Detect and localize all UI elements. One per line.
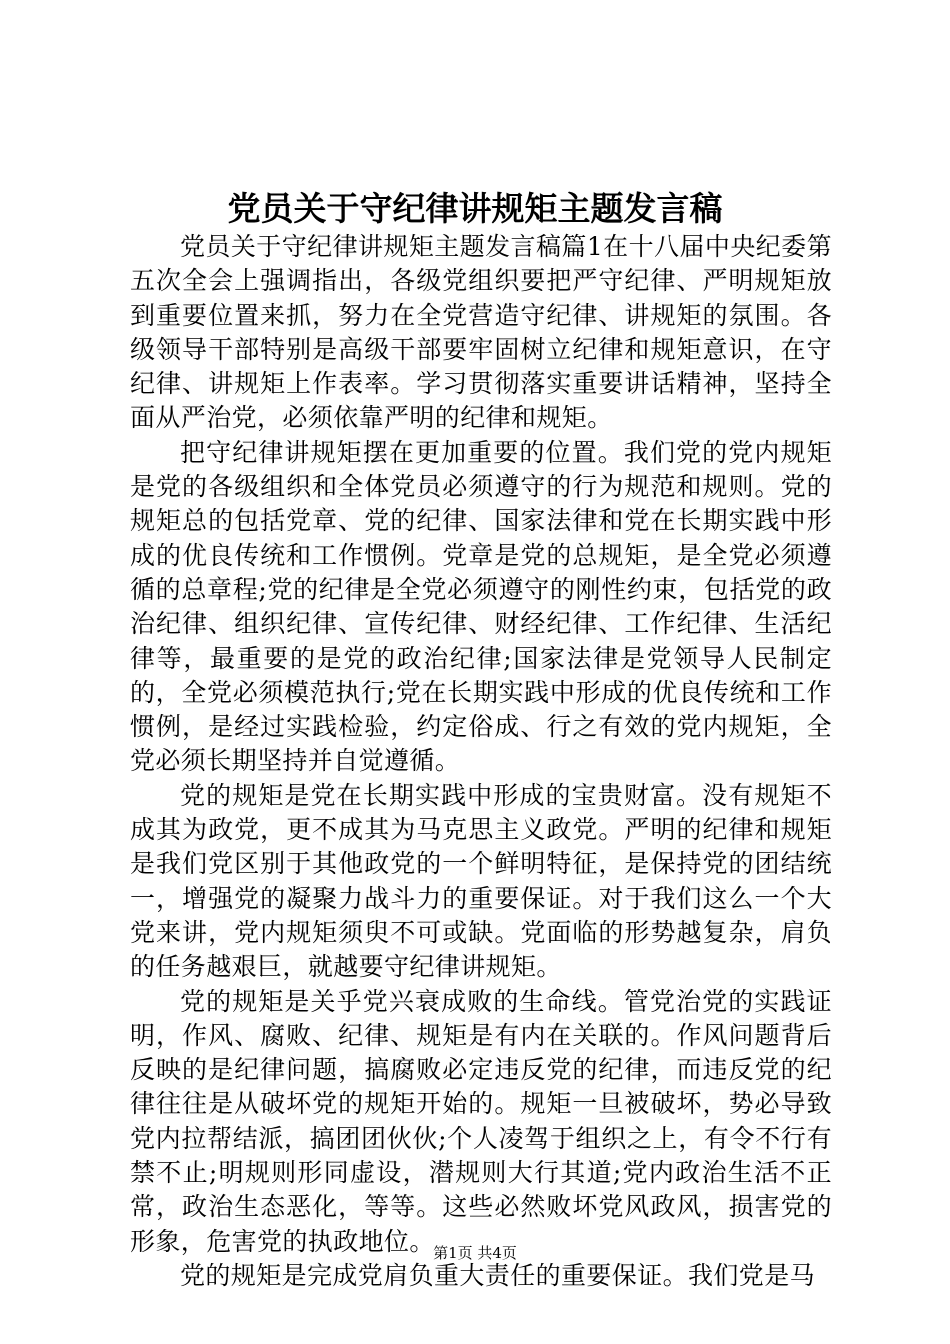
paragraph: 党的规矩是党在长期实践中形成的宝贵财富。没有规矩不成其为政党，更不成其为马克思主义政党。严明的纪律和规矩是我们党区别于其他政党的一个鲜明特征，是保持党的团结统一，增强党的凝聚力战斗力的重要保证。对于我们这么一个大党来讲，党内规矩须臾不可或缺。党面临的形势越复杂，肩负的任务越艰巨，就越要守纪律讲规矩。 (130, 780, 832, 982)
page-number-footer: 第1页 共4页 (433, 1244, 517, 1262)
paragraph: 党员关于守纪律讲规矩主题发言稿篇1在十八届中央纪委第五次全会上强调指出，各级党组织要把严守纪律、严明规矩放到重要位置来抓，努力在全党营造守纪律、讲规矩的氛围。各级领导干部特别是高级干部要牢固树立纪律和规矩意识，在守纪律、讲规矩上作表率。学习贯彻落实重要讲话精神，坚持全面从严治党，必须依靠严明的纪律和规矩。 (130, 232, 832, 433)
paragraph: 把守纪律讲规矩摆在更加重要的位置。我们党的党内规矩是党的各级组织和全体党员必须遵守的行为规范和规则。党的规矩总的包括党章、党的纪律、国家法律和党在长期实践中形成的优良传统和工作惯例。党章是党的总规矩，是全党必须遵循的总章程;党的纪律是全党必须遵守的刚性约束，包括党的政治纪律、组织纪律、宣传纪律、财经纪律、工作纪律、生活纪律等，最重要的是党的政治纪律;国家法律是党领导人民制定的，全党必须模范执行;党在长期实践中形成的优良传统和工作惯例，是经过实践检验，约定俗成、行之有效的党内规矩，全党必须长期坚持并自觉遵循。 (130, 437, 832, 776)
paragraph: 党的规矩是完成党肩负重大责任的重要保证。我们党是马 (180, 1260, 816, 1290)
paragraph: 党的规矩是关乎党兴衰成败的生命线。管党治党的实践证明，作风、腐败、纪律、规矩是有内在关联的。作风问题背后反映的是纪律问题，搞腐败必定违反党的纪律，而违反党的纪律往往是从破坏党的规矩开始的。规矩一旦被破坏，势必导致党内拉帮结派，搞团团伙伙;个人凌驾于组织之上，有令不行有禁不止;明规则形同虚设，潜规则大行其道;党内政治生活不正常，政治生态恶化，等等。这些必然败坏党风政风，损害党的形象，危害党的执政地位。 (130, 986, 832, 1256)
document-title: 党员关于守纪律讲规矩主题发言稿 (227, 189, 723, 228)
document-body (130, 230, 832, 1293)
